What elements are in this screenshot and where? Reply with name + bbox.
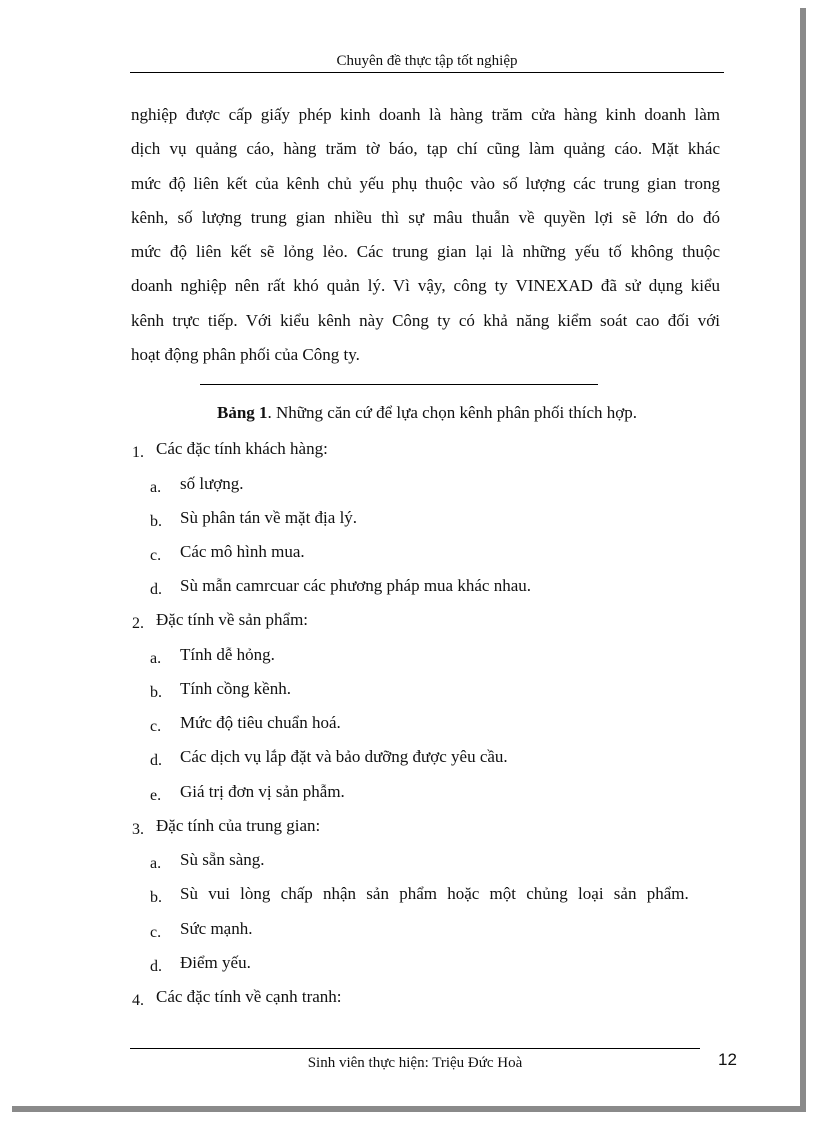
- list-number: 2.: [132, 615, 144, 632]
- page-shadow-bottom: [12, 1106, 806, 1112]
- sub-item-text: số lượng.: [180, 474, 244, 493]
- sub-item-letter: a.: [150, 650, 162, 667]
- sub-item-letter: b.: [150, 889, 162, 906]
- sub-item-letter: a.: [150, 855, 162, 872]
- table-label: Bảng 1: [216, 403, 268, 422]
- list-text: Các đặc tính khách hàng:: [156, 439, 328, 458]
- sub-item-text: Các dịch vụ lắp đặt và bảo dưỡng được yêu cầu.: [180, 747, 508, 766]
- sub-item-letter: e.: [150, 787, 162, 804]
- body-line: mức độ liên kết của kênh chủ yếu phụ thuộc vào số lượng các trung gian trong: [131, 173, 720, 193]
- table-caption: [130, 402, 724, 424]
- list-text: Đặc tính về sản phẩm:: [156, 610, 309, 629]
- sub-item-letter: d.: [150, 581, 162, 598]
- body-line: kênh, số lượng trung gian nhiều thì sự mâu thuẫn về quyền lợi sẽ lớn do đó: [131, 207, 720, 227]
- footer-rule: [130, 1048, 700, 1049]
- sub-item-letter: c.: [150, 547, 162, 564]
- body-line: kênh trực tiếp. Với kiểu kênh này Công ty có khả năng kiểm soát cao đối với: [131, 310, 720, 330]
- sub-item-text: Sức mạnh.: [180, 919, 253, 938]
- list-number: 4.: [132, 992, 144, 1009]
- sub-item-letter: b.: [150, 513, 162, 530]
- sub-item-text: Sù vui lòng chấp nhận sản phẩm hoặc một chủng loại sản phẩm.: [180, 884, 689, 903]
- header-rule: [130, 72, 724, 73]
- footer-author: Sinh viên thực hiện: Triệu Đức Hoà: [307, 1055, 523, 1071]
- page-shadow-right: [800, 8, 806, 1108]
- sub-item-text: Giá trị đơn vị sản phẫm.: [180, 782, 345, 801]
- list-text: Các đặc tính về cạnh tranh:: [156, 987, 342, 1006]
- sub-item-text: Sù sẵn sàng.: [180, 850, 265, 869]
- list-text: Đặc tính của trung gian:: [156, 816, 321, 835]
- sub-item-text: Tính cồng kềnh.: [180, 679, 291, 698]
- body-line: hoạt động phân phối của Công ty.: [131, 345, 360, 365]
- header-title: Chuyên đề thực tập tốt nghiệp: [336, 53, 518, 69]
- sub-item-letter: c.: [150, 718, 162, 735]
- page-number: 12: [718, 1050, 737, 1069]
- sub-item-letter: b.: [150, 684, 162, 701]
- body-line: mức độ liên kết sẽ lỏng lẻo. Các trung gian lại là những yếu tố không thuộc: [131, 242, 720, 262]
- body-line: doanh nghiệp nên rất khó quản lý. Vì vậy, công ty VINEXAD đã sử dụng kiểu: [131, 276, 720, 296]
- body-line: dịch vụ quảng cáo, hàng trăm tờ báo, tạp chí cũng làm quảng cáo. Mặt khác: [131, 139, 720, 159]
- sub-item-text: Tính dễ hỏng.: [180, 645, 275, 664]
- sub-item-letter: d.: [150, 752, 162, 769]
- section-divider: [200, 384, 598, 385]
- body-line: nghiệp được cấp giấy phép kinh doanh là hàng trăm cửa hàng kinh doanh làm: [131, 105, 720, 124]
- list-number: 1.: [132, 444, 144, 461]
- sub-item-letter: a.: [150, 479, 162, 496]
- sub-item-text: Các mô hình mua.: [180, 542, 305, 561]
- sub-item-text: Mức độ tiêu chuẩn hoá.: [180, 713, 341, 732]
- sub-item-letter: d.: [150, 958, 162, 975]
- list-number: 3.: [132, 821, 144, 838]
- sub-item-text: Điểm yếu.: [180, 953, 251, 972]
- sub-item-text: Sù mẫn camrcuar các phương pháp mua khác nhau.: [180, 576, 531, 595]
- sub-item-text: Sù phân tán về mặt địa lý.: [180, 508, 358, 527]
- body-paragraph: [131, 98, 720, 372]
- table-title: . Những căn cứ để lựa chọn kênh phân phối thích hợp.: [267, 403, 637, 422]
- sub-item-letter: c.: [150, 924, 162, 941]
